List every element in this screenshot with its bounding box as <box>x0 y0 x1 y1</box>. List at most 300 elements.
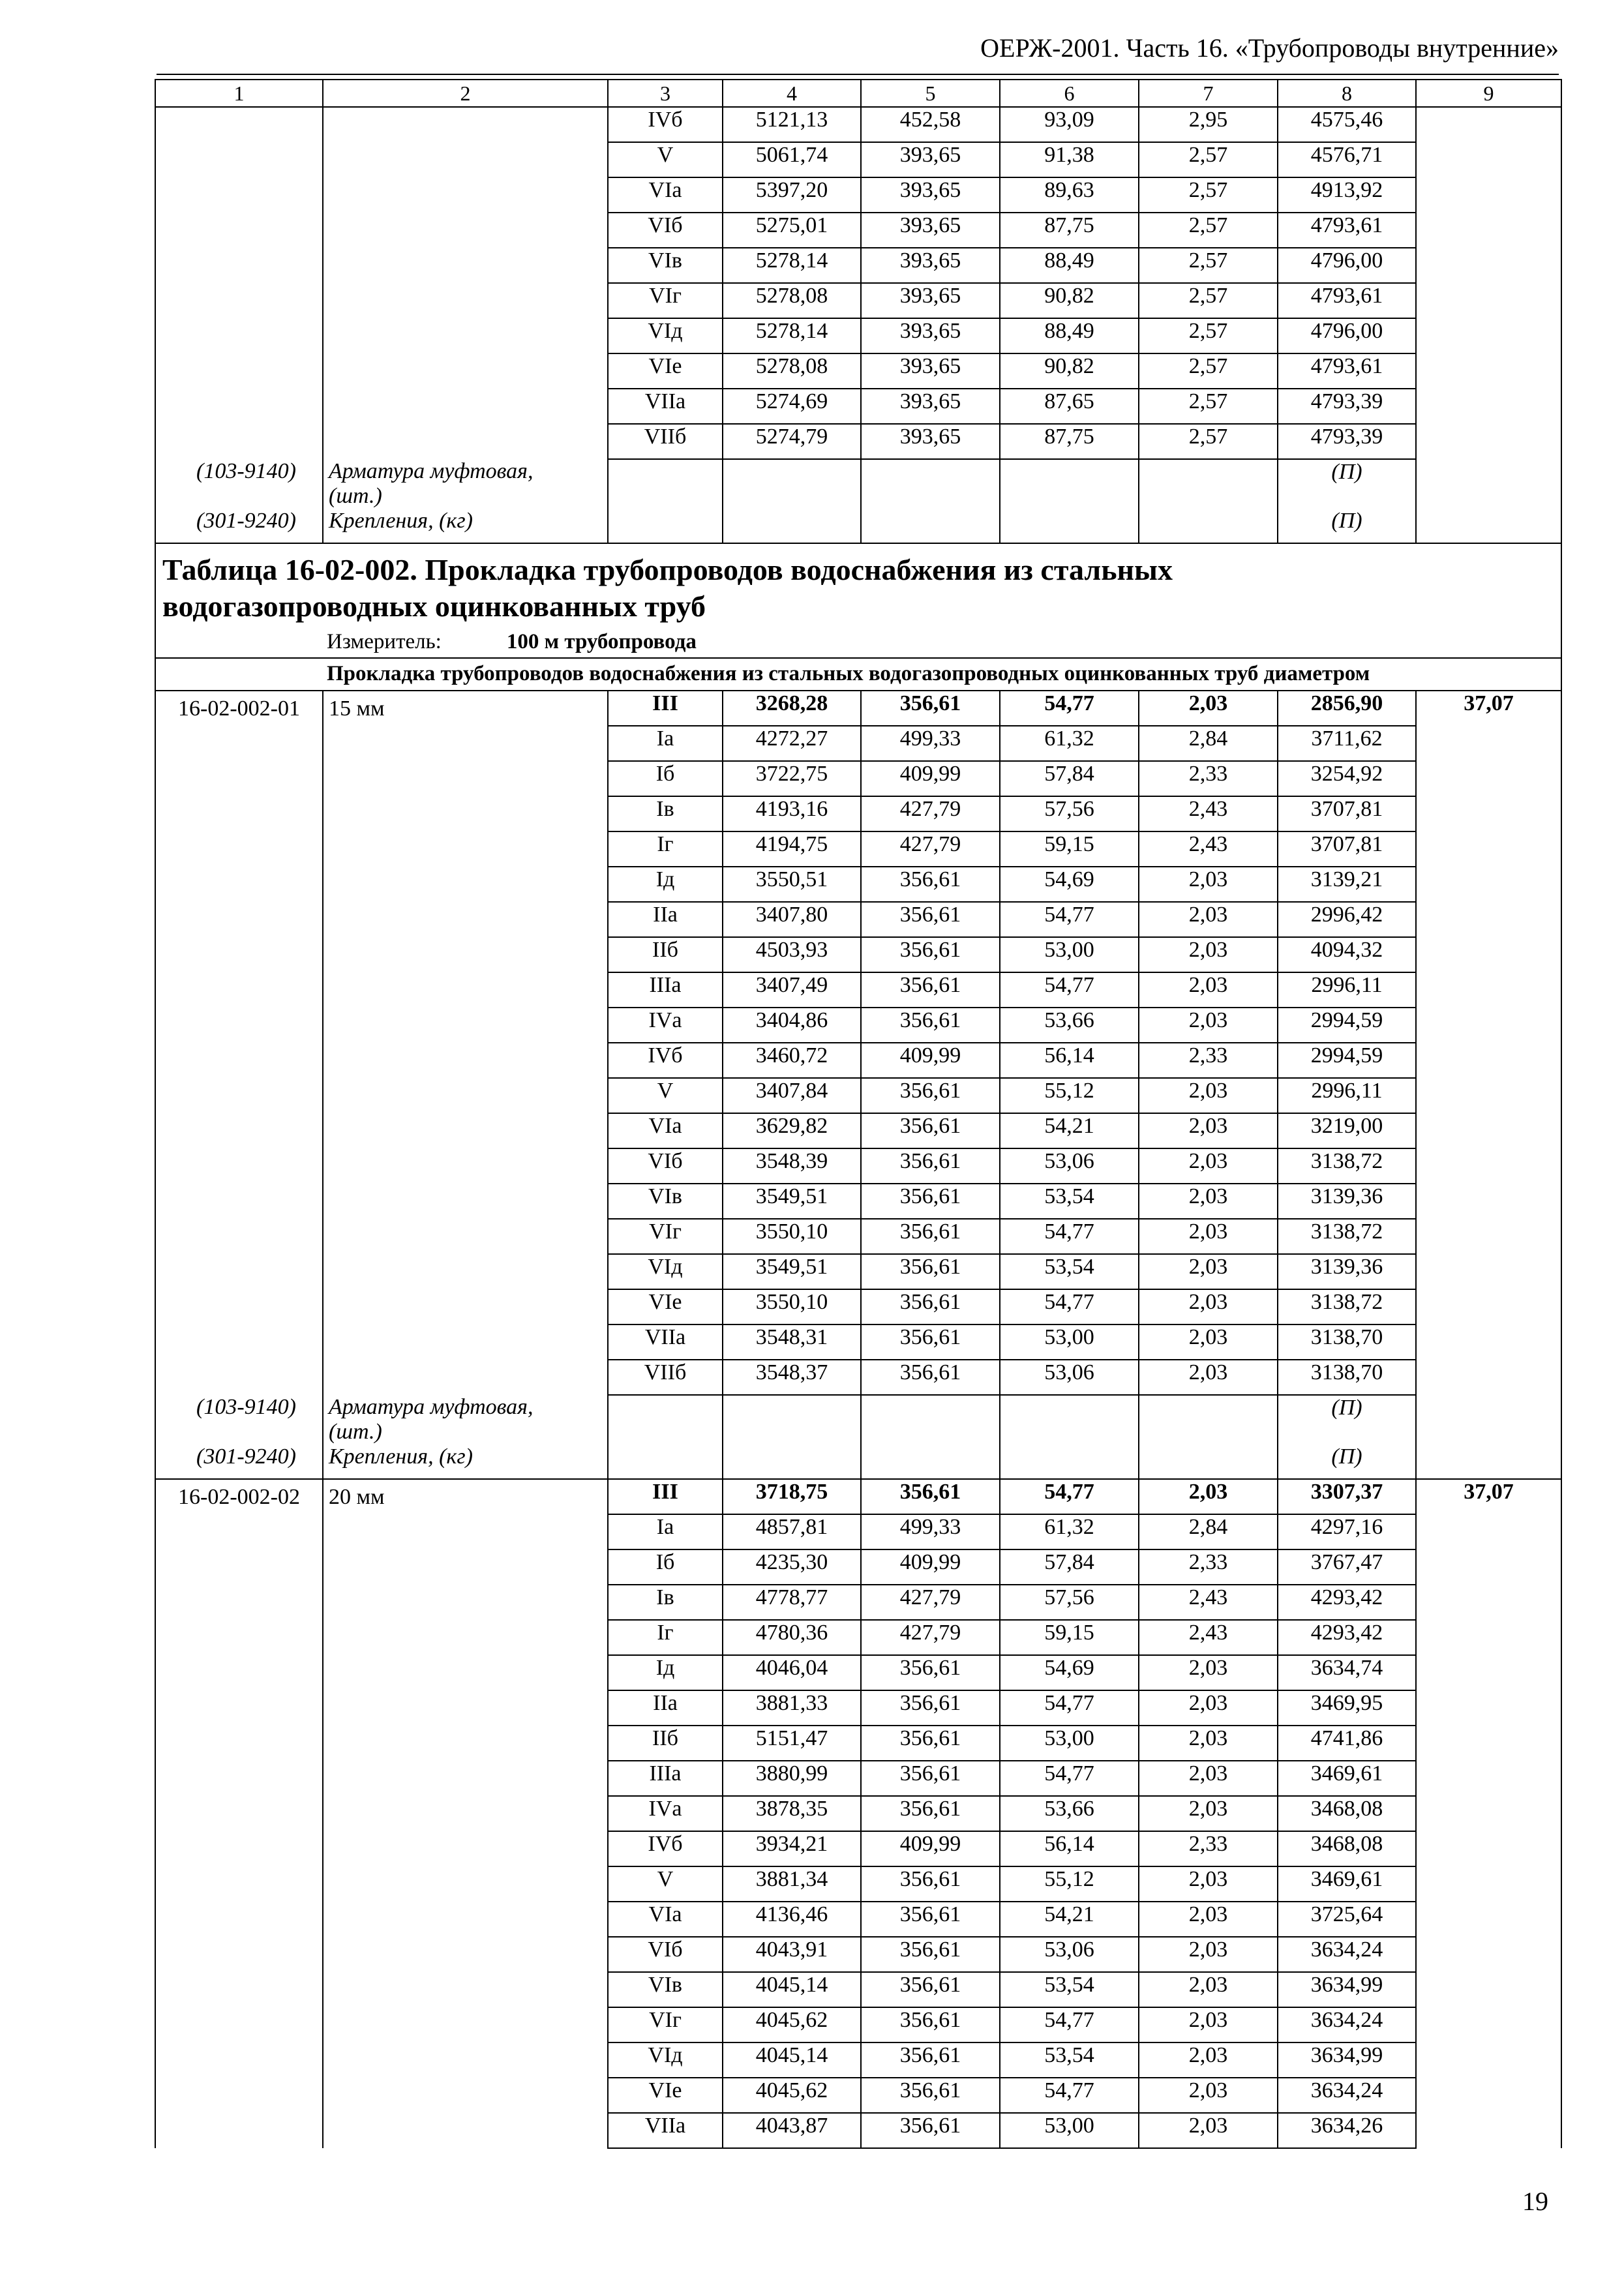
empty-cell <box>861 1444 1000 1479</box>
machinist-wages: 2,43 <box>1139 796 1278 831</box>
machinist-wages: 2,03 <box>1139 2007 1278 2042</box>
materials: 3138,72 <box>1278 1289 1416 1324</box>
wages: 409,99 <box>861 761 1000 796</box>
resource-row <box>155 1444 1561 1479</box>
materials: 4293,42 <box>1278 1585 1416 1620</box>
header-rule <box>157 74 1559 75</box>
table-title <box>155 543 1561 629</box>
column-number: 1 <box>155 80 323 107</box>
cost-region: VIб <box>608 1148 723 1184</box>
empty-cell <box>1000 509 1139 543</box>
wages: 393,65 <box>861 318 1000 353</box>
wages: 356,61 <box>861 1937 1000 1972</box>
machinist-wages: 2,57 <box>1139 353 1278 389</box>
wages: 356,61 <box>861 867 1000 902</box>
machines: 91,38 <box>1000 142 1139 177</box>
wages: 427,79 <box>861 1620 1000 1655</box>
resource-row <box>155 459 1561 509</box>
total-cost: 3718,75 <box>723 1479 861 1514</box>
machines: 57,84 <box>1000 761 1139 796</box>
machines: 61,32 <box>1000 726 1139 761</box>
materials: 3138,70 <box>1278 1360 1416 1395</box>
cost-region: VIIа <box>608 2113 723 2148</box>
total-cost: 3548,39 <box>723 1148 861 1184</box>
resource-row <box>155 1395 1561 1444</box>
cost-region: VIа <box>608 177 723 213</box>
machines: 53,00 <box>1000 1726 1139 1761</box>
materials: 3634,26 <box>1278 2113 1416 2148</box>
column-number: 5 <box>861 80 1000 107</box>
cost-region: IVб <box>608 1831 723 1866</box>
wages: 356,61 <box>861 1479 1000 1514</box>
wages: 356,61 <box>861 1866 1000 1902</box>
machines: 54,21 <box>1000 1113 1139 1148</box>
machines: 90,82 <box>1000 283 1139 318</box>
machinist-wages: 2,03 <box>1139 1148 1278 1184</box>
wages: 356,61 <box>861 1902 1000 1937</box>
machines: 54,77 <box>1000 1690 1139 1726</box>
materials: 3767,47 <box>1278 1549 1416 1585</box>
machines: 55,12 <box>1000 1078 1139 1113</box>
machines: 53,06 <box>1000 1148 1139 1184</box>
total-cost: 3548,37 <box>723 1360 861 1395</box>
empty-cell <box>861 509 1000 543</box>
total-cost: 3407,49 <box>723 972 861 1008</box>
resource-unit: (шт.) <box>329 1420 382 1444</box>
cost-region: Iв <box>608 1585 723 1620</box>
machinist-wages: 2,57 <box>1139 424 1278 459</box>
cost-region: VIа <box>608 1902 723 1937</box>
machines: 59,15 <box>1000 1620 1139 1655</box>
machines: 54,77 <box>1000 1219 1139 1254</box>
measure-row <box>155 629 1561 658</box>
machinist-wages: 2,03 <box>1139 1937 1278 1972</box>
machines: 53,00 <box>1000 937 1139 972</box>
rate-code: 16-02-002-01 <box>155 691 323 1395</box>
empty-cell <box>723 1395 861 1444</box>
resource-name-text: Арматура муфтовая, <box>329 459 534 483</box>
materials: 3634,99 <box>1278 1972 1416 2007</box>
total-cost: 3878,35 <box>723 1796 861 1831</box>
empty-cell <box>1139 459 1278 509</box>
materials: 3469,95 <box>1278 1690 1416 1726</box>
total-cost: 3549,51 <box>723 1254 861 1289</box>
machines: 54,21 <box>1000 1902 1139 1937</box>
machinist-wages: 2,03 <box>1139 902 1278 937</box>
machines: 53,54 <box>1000 2042 1139 2078</box>
resource-materials-mark: (П) <box>1278 459 1416 509</box>
empty-cell <box>1416 509 1561 543</box>
wages: 356,61 <box>861 1690 1000 1726</box>
materials: 3711,62 <box>1278 726 1416 761</box>
machines: 53,66 <box>1000 1008 1139 1043</box>
machines: 54,77 <box>1000 691 1139 726</box>
wages: 356,61 <box>861 1360 1000 1395</box>
total-cost: 4045,14 <box>723 1972 861 2007</box>
materials: 3634,99 <box>1278 2042 1416 2078</box>
cost-region: VIе <box>608 2078 723 2113</box>
materials: 3469,61 <box>1278 1761 1416 1796</box>
machinist-wages: 2,03 <box>1139 2078 1278 2113</box>
machinist-wages: 2,57 <box>1139 213 1278 248</box>
materials: 2994,59 <box>1278 1043 1416 1078</box>
machines: 53,00 <box>1000 1324 1139 1360</box>
total-cost: 4194,75 <box>723 831 861 867</box>
wages: 393,65 <box>861 177 1000 213</box>
worker-hours: 37,07 <box>1416 691 1561 1395</box>
empty-cell <box>608 1395 723 1444</box>
materials: 4293,42 <box>1278 1620 1416 1655</box>
table-row <box>155 107 1561 142</box>
wages: 356,61 <box>861 1726 1000 1761</box>
machines: 93,09 <box>1000 107 1139 142</box>
cost-region: VIIа <box>608 1324 723 1360</box>
column-number: 2 <box>323 80 608 107</box>
empty-cell <box>1416 459 1561 509</box>
column-numbers-row <box>155 80 1561 107</box>
machinist-wages: 2,03 <box>1139 1360 1278 1395</box>
total-cost: 3548,31 <box>723 1324 861 1360</box>
worker-hours: 37,07 <box>1416 1479 1561 2148</box>
table-row <box>155 1479 1561 1514</box>
total-cost: 5121,13 <box>723 107 861 142</box>
machinist-wages: 2,43 <box>1139 1620 1278 1655</box>
machines: 53,06 <box>1000 1360 1139 1395</box>
materials: 4793,39 <box>1278 424 1416 459</box>
materials: 3725,64 <box>1278 1902 1416 1937</box>
machines: 55,12 <box>1000 1866 1139 1902</box>
wages: 356,61 <box>861 1219 1000 1254</box>
page-header: ОЕРЖ-2001. Часть 16. «Трубопроводы внутренние» <box>980 33 1559 63</box>
wages: 356,61 <box>861 691 1000 726</box>
column-number: 7 <box>1139 80 1278 107</box>
empty-cell <box>1000 1395 1139 1444</box>
machines: 54,77 <box>1000 2007 1139 2042</box>
machinist-wages: 2,03 <box>1139 1866 1278 1902</box>
materials: 3139,21 <box>1278 867 1416 902</box>
total-cost: 4045,62 <box>723 2007 861 2042</box>
wages: 356,61 <box>861 2042 1000 2078</box>
wages: 427,79 <box>861 796 1000 831</box>
total-cost: 5278,14 <box>723 248 861 283</box>
total-cost: 3722,75 <box>723 761 861 796</box>
wages: 356,61 <box>861 1796 1000 1831</box>
total-cost: 4235,30 <box>723 1549 861 1585</box>
machinist-wages: 2,03 <box>1139 1796 1278 1831</box>
measure-label: Измеритель: <box>327 630 442 653</box>
resource-name-text: Крепления, (кг) <box>329 509 473 533</box>
wages: 356,61 <box>861 1254 1000 1289</box>
machines: 56,14 <box>1000 1043 1139 1078</box>
machines: 54,77 <box>1000 972 1139 1008</box>
wages: 427,79 <box>861 831 1000 867</box>
total-cost: 3550,10 <box>723 1289 861 1324</box>
subheading-row <box>155 658 1561 691</box>
total-cost: 5275,01 <box>723 213 861 248</box>
materials: 2996,11 <box>1278 972 1416 1008</box>
empty-cell <box>723 1444 861 1479</box>
cost-region: Iд <box>608 1655 723 1690</box>
wages: 393,65 <box>861 248 1000 283</box>
machinist-wages: 2,57 <box>1139 177 1278 213</box>
wages: 356,61 <box>861 1761 1000 1796</box>
subheading: Прокладка трубопроводов водоснабжения из стальных водогазопроводных оцинкованных труб диаметром <box>155 658 1561 691</box>
rate-name: 15 мм <box>323 691 608 1395</box>
materials: 4576,71 <box>1278 142 1416 177</box>
cost-region: IIб <box>608 937 723 972</box>
machinist-wages: 2,57 <box>1139 248 1278 283</box>
empty-cell <box>1000 459 1139 509</box>
materials: 4913,92 <box>1278 177 1416 213</box>
machines: 53,00 <box>1000 2113 1139 2148</box>
materials: 3634,24 <box>1278 2007 1416 2042</box>
machines: 54,69 <box>1000 1655 1139 1690</box>
machinist-wages: 2,03 <box>1139 972 1278 1008</box>
total-cost: 4043,91 <box>723 1937 861 1972</box>
total-cost: 4778,77 <box>723 1585 861 1620</box>
cost-region: VIг <box>608 2007 723 2042</box>
machinist-wages: 2,57 <box>1139 283 1278 318</box>
resource-code: (301-9240) <box>155 1444 323 1479</box>
total-cost: 3934,21 <box>723 1831 861 1866</box>
cost-region: VIIа <box>608 389 723 424</box>
column-number: 6 <box>1000 80 1139 107</box>
total-cost: 3549,51 <box>723 1184 861 1219</box>
materials: 4796,00 <box>1278 248 1416 283</box>
total-cost: 4780,36 <box>723 1620 861 1655</box>
machines: 54,77 <box>1000 2078 1139 2113</box>
materials: 4793,61 <box>1278 213 1416 248</box>
total-cost: 4857,81 <box>723 1514 861 1549</box>
resource-code: (103-9140) <box>155 459 323 509</box>
machinist-wages: 2,57 <box>1139 142 1278 177</box>
table-title-row <box>155 543 1561 629</box>
machines: 53,54 <box>1000 1184 1139 1219</box>
cost-region: IVа <box>608 1796 723 1831</box>
total-cost: 3407,80 <box>723 902 861 937</box>
rate-code: 16-02-002-02 <box>155 1479 323 2148</box>
table-title-line-1: Таблица 16-02-002. Прокладка трубопроводов водоснабжения из стальных <box>162 553 1173 586</box>
wages: 393,65 <box>861 389 1000 424</box>
wages: 356,61 <box>861 1148 1000 1184</box>
empty-cell <box>723 459 861 509</box>
materials: 3468,08 <box>1278 1796 1416 1831</box>
resource-code: (301-9240) <box>155 509 323 543</box>
machines: 87,75 <box>1000 213 1139 248</box>
cost-region: Iа <box>608 1514 723 1549</box>
cost-region: VIIб <box>608 1360 723 1395</box>
empty-cell <box>861 1395 1000 1444</box>
materials: 3707,81 <box>1278 831 1416 867</box>
cost-region: VIб <box>608 1937 723 1972</box>
wages: 356,61 <box>861 1972 1000 2007</box>
machinist-wages: 2,84 <box>1139 1514 1278 1549</box>
machinist-wages: 2,43 <box>1139 1585 1278 1620</box>
resource-name <box>323 509 608 543</box>
cost-region: VIг <box>608 1219 723 1254</box>
machines: 54,69 <box>1000 867 1139 902</box>
wages: 356,61 <box>861 937 1000 972</box>
materials: 3307,37 <box>1278 1479 1416 1514</box>
materials: 2996,42 <box>1278 902 1416 937</box>
rate-name-empty <box>323 107 608 459</box>
column-number: 9 <box>1416 80 1561 107</box>
cost-region: V <box>608 142 723 177</box>
machines: 90,82 <box>1000 353 1139 389</box>
wages: 409,99 <box>861 1549 1000 1585</box>
wages: 356,61 <box>861 2078 1000 2113</box>
measure <box>155 629 1561 658</box>
cost-region: Iд <box>608 867 723 902</box>
total-cost: 3550,10 <box>723 1219 861 1254</box>
total-cost: 4043,87 <box>723 2113 861 2148</box>
wages: 356,61 <box>861 2113 1000 2148</box>
cost-region: V <box>608 1866 723 1902</box>
rate-code-empty <box>155 107 323 459</box>
empty-cell <box>608 509 723 543</box>
total-cost: 5061,74 <box>723 142 861 177</box>
machinist-wages: 2,03 <box>1139 1324 1278 1360</box>
materials: 4793,61 <box>1278 353 1416 389</box>
materials: 4575,46 <box>1278 107 1416 142</box>
table-body <box>155 80 1561 2148</box>
machinist-wages: 2,84 <box>1139 726 1278 761</box>
machinist-wages: 2,43 <box>1139 831 1278 867</box>
machinist-wages: 2,03 <box>1139 1008 1278 1043</box>
wages: 356,61 <box>861 1324 1000 1360</box>
machines: 54,77 <box>1000 1289 1139 1324</box>
machines: 57,84 <box>1000 1549 1139 1585</box>
cost-region: IIб <box>608 1726 723 1761</box>
machinist-wages: 2,03 <box>1139 1761 1278 1796</box>
cost-region: Iв <box>608 796 723 831</box>
total-cost: 3880,99 <box>723 1761 861 1796</box>
machines: 88,49 <box>1000 248 1139 283</box>
cost-region: VIг <box>608 283 723 318</box>
empty-cell <box>723 509 861 543</box>
wages: 393,65 <box>861 353 1000 389</box>
machines: 57,56 <box>1000 1585 1139 1620</box>
wages: 499,33 <box>861 726 1000 761</box>
cost-region: IIIа <box>608 1761 723 1796</box>
empty-cell <box>1000 1444 1139 1479</box>
machinist-wages: 2,03 <box>1139 2113 1278 2148</box>
materials: 3219,00 <box>1278 1113 1416 1148</box>
resource-name <box>323 1444 608 1479</box>
empty-cell <box>608 1444 723 1479</box>
total-cost: 4272,27 <box>723 726 861 761</box>
cost-region: VIв <box>608 1972 723 2007</box>
wages: 409,99 <box>861 1043 1000 1078</box>
machinist-wages: 2,33 <box>1139 1549 1278 1585</box>
machinist-wages: 2,33 <box>1139 1831 1278 1866</box>
cost-region: Iа <box>608 726 723 761</box>
cost-region: V <box>608 1078 723 1113</box>
machines: 53,54 <box>1000 1972 1139 2007</box>
total-cost: 3268,28 <box>723 691 861 726</box>
materials: 3468,08 <box>1278 1831 1416 1866</box>
cost-region: VIд <box>608 2042 723 2078</box>
total-cost: 3881,33 <box>723 1690 861 1726</box>
empty-cell <box>1139 509 1278 543</box>
cost-region: VIв <box>608 248 723 283</box>
machinist-wages: 2,33 <box>1139 761 1278 796</box>
machinist-wages: 2,03 <box>1139 1479 1278 1514</box>
column-number: 4 <box>723 80 861 107</box>
materials: 3254,92 <box>1278 761 1416 796</box>
cost-region: Iг <box>608 831 723 867</box>
materials: 4796,00 <box>1278 318 1416 353</box>
total-cost: 5151,47 <box>723 1726 861 1761</box>
materials: 2996,11 <box>1278 1078 1416 1113</box>
machines: 59,15 <box>1000 831 1139 867</box>
machines: 89,63 <box>1000 177 1139 213</box>
rate-name: 20 мм <box>323 1479 608 2148</box>
wages: 393,65 <box>861 142 1000 177</box>
machinist-wages: 2,33 <box>1139 1043 1278 1078</box>
wages: 356,61 <box>861 1008 1000 1043</box>
total-cost: 5274,69 <box>723 389 861 424</box>
empty-cell <box>861 459 1000 509</box>
materials: 3469,61 <box>1278 1866 1416 1902</box>
machinist-wages: 2,03 <box>1139 1726 1278 1761</box>
total-cost: 3550,51 <box>723 867 861 902</box>
resource-unit: (шт.) <box>329 484 382 508</box>
wages: 356,61 <box>861 2007 1000 2042</box>
resource-name-text: Крепления, (кг) <box>329 1444 473 1469</box>
materials: 3138,72 <box>1278 1219 1416 1254</box>
cost-region: Iб <box>608 1549 723 1585</box>
machines: 56,14 <box>1000 1831 1139 1866</box>
cost-region: VIа <box>608 1113 723 1148</box>
measure-value: 100 м трубопровода <box>506 630 697 653</box>
resource-materials-mark: (П) <box>1278 1395 1416 1444</box>
total-cost: 4136,46 <box>723 1902 861 1937</box>
machines: 54,77 <box>1000 1761 1139 1796</box>
machines: 87,75 <box>1000 424 1139 459</box>
wages: 356,61 <box>861 902 1000 937</box>
materials: 4094,32 <box>1278 937 1416 972</box>
total-cost: 5278,14 <box>723 318 861 353</box>
total-cost: 4193,16 <box>723 796 861 831</box>
materials: 4741,86 <box>1278 1726 1416 1761</box>
cost-region: IIа <box>608 1690 723 1726</box>
empty-cell <box>1416 1444 1561 1479</box>
machinist-wages: 2,03 <box>1139 1184 1278 1219</box>
cost-region: VIв <box>608 1184 723 1219</box>
total-cost: 3629,82 <box>723 1113 861 1148</box>
wages: 356,61 <box>861 1289 1000 1324</box>
materials: 4793,61 <box>1278 283 1416 318</box>
materials: 2994,59 <box>1278 1008 1416 1043</box>
resource-materials-mark: (П) <box>1278 509 1416 543</box>
cost-region: III <box>608 691 723 726</box>
wages: 393,65 <box>861 213 1000 248</box>
materials: 3139,36 <box>1278 1184 1416 1219</box>
materials: 4793,39 <box>1278 389 1416 424</box>
wages: 393,65 <box>861 283 1000 318</box>
cost-region: IVб <box>608 1043 723 1078</box>
table-row <box>155 691 1561 726</box>
cost-region: VIе <box>608 1289 723 1324</box>
cost-region: IIа <box>608 902 723 937</box>
page-number: 19 <box>1522 2187 1548 2216</box>
worker-hours-empty <box>1416 107 1561 459</box>
resource-name <box>323 459 608 509</box>
machines: 53,66 <box>1000 1796 1139 1831</box>
machines: 54,77 <box>1000 1479 1139 1514</box>
total-cost: 5397,20 <box>723 177 861 213</box>
